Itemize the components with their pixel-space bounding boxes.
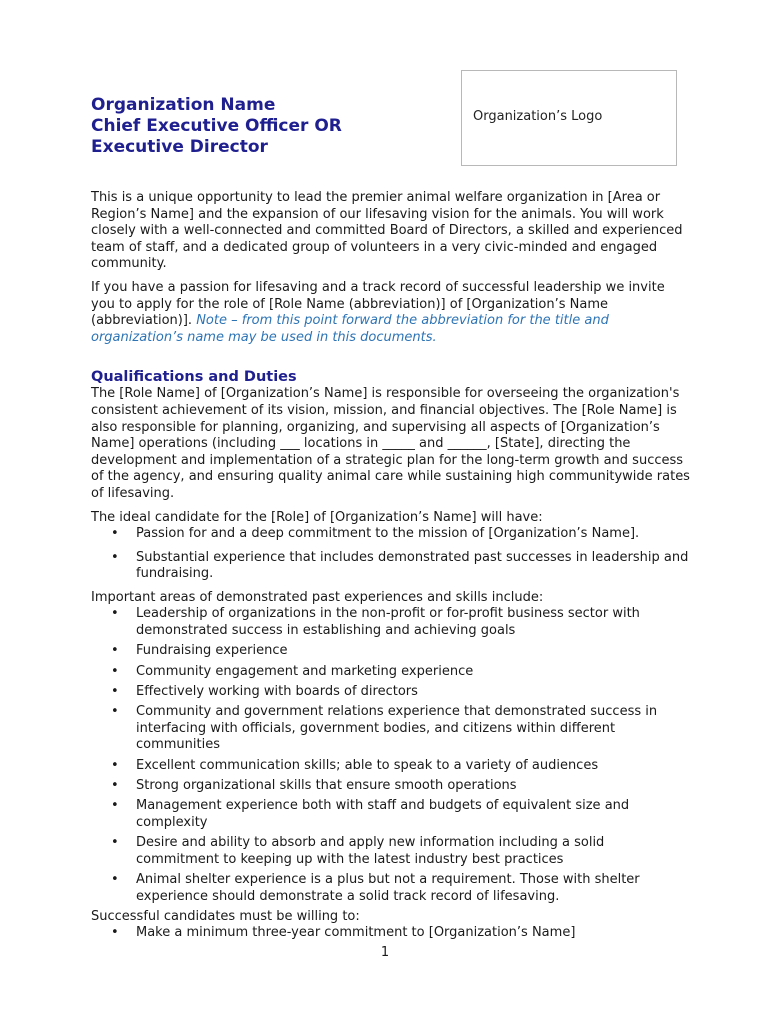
qualifications-paragraph: The [Role Name] of [Organization’s Name] is responsible for overseeing the organization's consistent achievement of its vision, mission, and financial objectives. The [Role Name] is also responsible for planning, organizing, and supervising all aspects of [Organization’s Name] operations (including ___ locations in _____ and ______, [State], directing the development and implementation of a strategic plan for the long-term growth and success of the agency, and ensuring quality animal care while sustaining high communitywide rates of lifesaving. [91,386,690,501]
abbreviation-note: Note – from this point forward the abbreviation for the title and organization’s name may be used in this documents. [91,313,609,345]
list-item: • Make a minimum three-year commitment to [Organization’s Name] [91,925,691,942]
logo-placeholder [461,70,677,166]
willing-list [91,925,691,942]
list-item: • Desire and ability to absorb and apply new information including a solid commitment to keeping up with the latest industry best practices [91,835,691,868]
logo-placeholder-text: Organization’s Logo [473,109,603,124]
section-heading-qualifications: Qualifications and Duties [91,369,297,386]
document-title [91,95,342,158]
list-item: • Effectively working with boards of directors [91,684,691,701]
willing-intro: Successful candidates must be willing to: [91,908,360,924]
list-item: • Strong organizational skills that ensure smooth operations [91,778,691,795]
list-item: • Substantial experience that includes demonstrated past successes in leadership and fundraising. [91,550,691,583]
experience-areas-intro: Important areas of demonstrated past experiences and skills include: [91,589,544,605]
list-item: • Passion for and a deep commitment to the mission of [Organization’s Name]. [91,526,691,543]
intro-paragraph-2-text: If you have a passion for lifesaving and a track record of successful leadership we invite you to apply for the role of [Role Name (abbreviation)] of [Organization’s Name (abbreviation)]. [91,279,665,329]
title-org-name: Organization Name [91,95,276,115]
list-item: • Community engagement and marketing experience [91,664,691,681]
list-item: • Animal shelter experience is a plus but not a requirement. Those with shelter experience should demonstrate a solid track record of lifesaving. [91,872,691,905]
document-body [91,190,691,946]
page-number: 1 [380,945,390,960]
list-item: • Management experience both with staff and budgets of equivalent size and complexity [91,798,691,831]
ideal-candidate-intro: The ideal candidate for the [Role] of [Organization’s Name] will have: [91,509,543,525]
list-item: • Leadership of organizations in the non-profit or for-profit business sector with demonstrated success in establishing and achieving goals [91,606,691,639]
intro-paragraph-1: This is a unique opportunity to lead the premier animal welfare organization in [Area or Region’s Name] and the expansion of our lifesaving vision for the animals. You will work closely with a well-connected and committed Board of Directors, a skilled and experienced team of staff, and a dedicated group of volunteers in a very civic-minded and engaged community. [91,190,683,272]
intro-paragraph-2 [91,280,691,346]
list-item: • Fundraising experience [91,643,691,660]
ideal-candidate-list [91,526,691,583]
list-item: • Excellent communication skills; able to speak to a variety of audiences [91,758,691,775]
title-role-line-2: Executive Director [91,137,268,157]
list-item: • Community and government relations experience that demonstrated success in interfacing with officials, government bodies, and citizens within different communities [91,704,691,754]
experience-areas-list [91,606,691,905]
title-role-line-1: Chief Executive Officer OR [91,116,342,136]
